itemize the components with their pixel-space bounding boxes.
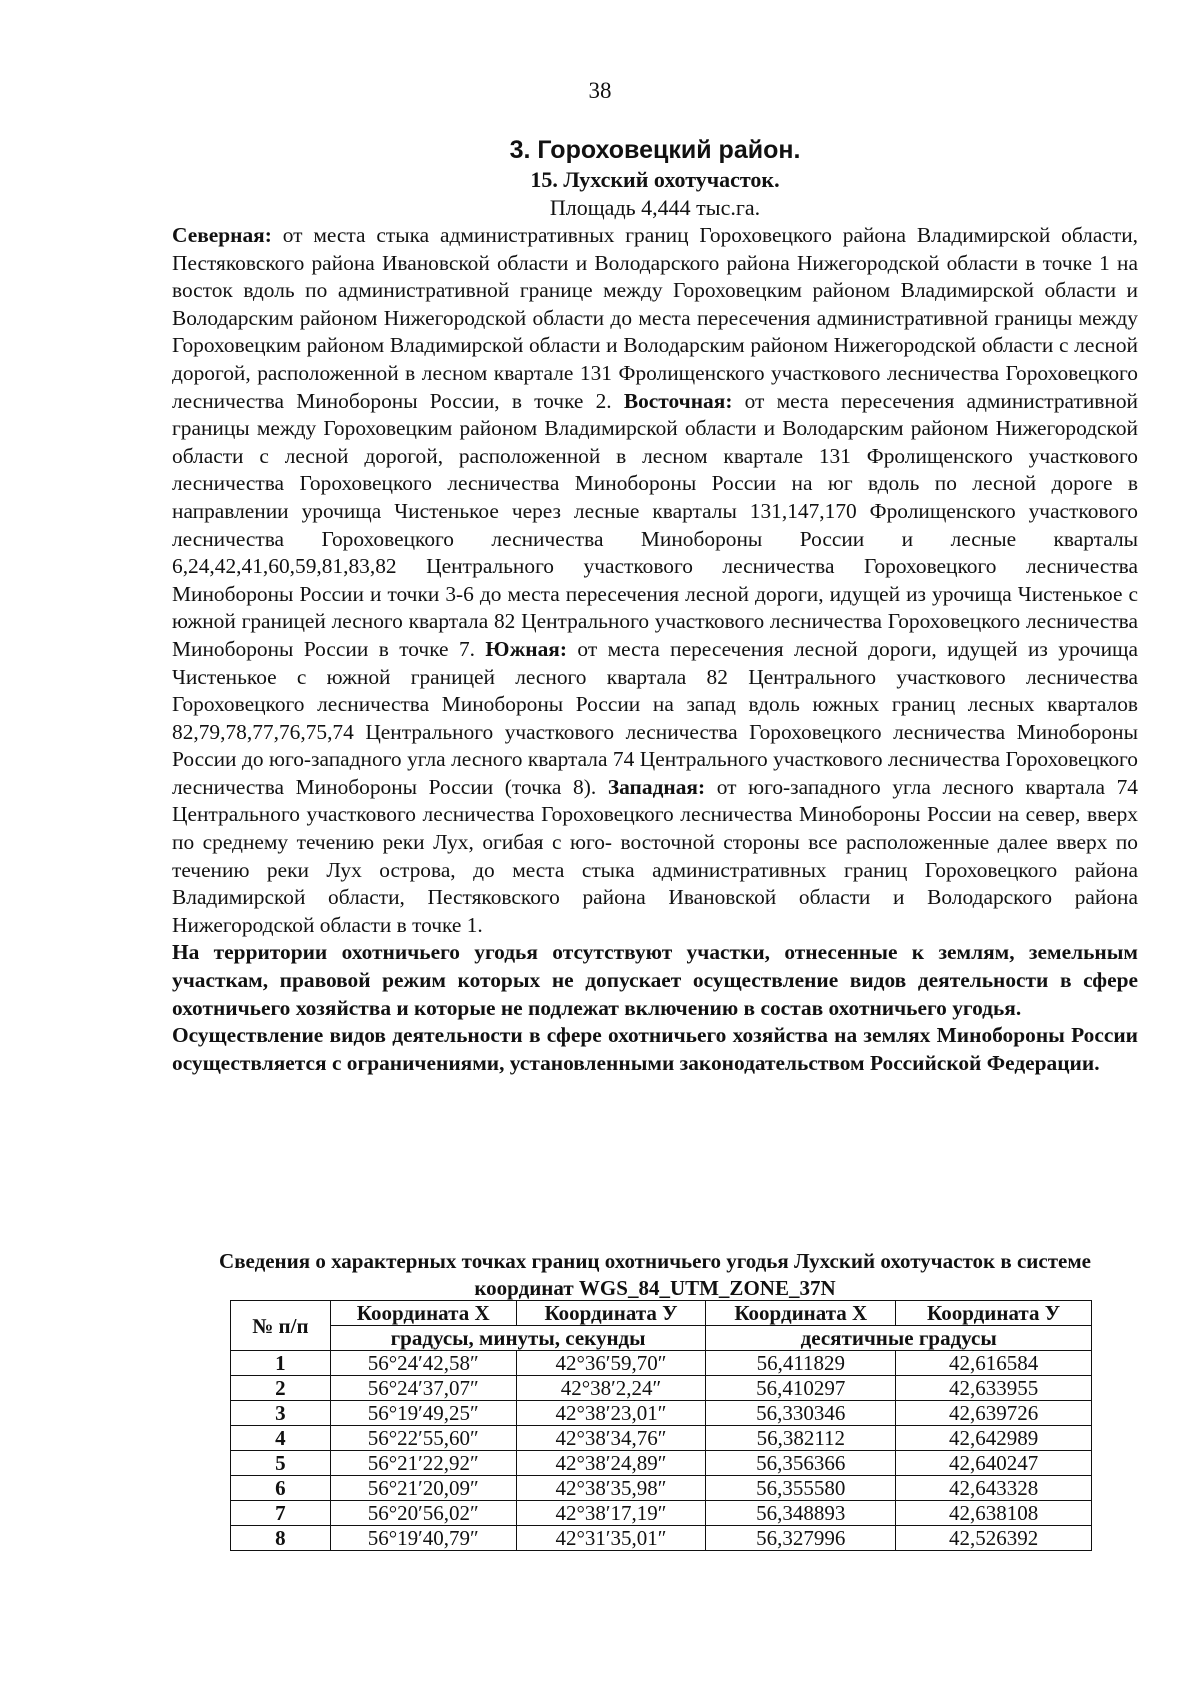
coord-y-decimal: 42,638108 <box>896 1501 1092 1526</box>
coord-x-dms: 56°24′42,58″ <box>330 1351 516 1376</box>
coord-y-dms: 42°38′24,89″ <box>516 1451 706 1476</box>
coord-y-decimal: 42,639726 <box>896 1401 1092 1426</box>
area-size: Площадь 4,444 тыс.га. <box>549 195 761 220</box>
coord-y-decimal: 42,640247 <box>896 1451 1092 1476</box>
south-label: Южная: <box>485 636 567 661</box>
boundaries-paragraph <box>172 222 1138 939</box>
coord-y-dms: 42°36′59,70″ <box>516 1351 706 1376</box>
header-group-decimal: десятичные градусы <box>706 1326 1092 1351</box>
east-label: Восточная: <box>623 388 733 413</box>
coord-y-dms: 42°38′35,98″ <box>516 1476 706 1501</box>
table-title: Сведения о характерных точках границ охотничьего угодья Лухский охотучасток в системе координат WGS_84_UTM_ZONE_37N <box>219 1249 1091 1300</box>
table-row <box>231 1451 1092 1476</box>
document-header <box>172 134 1138 222</box>
point-number: 5 <box>231 1451 331 1476</box>
coord-x-decimal: 56,348893 <box>706 1501 896 1526</box>
point-number: 8 <box>231 1526 331 1551</box>
table-row <box>231 1476 1092 1501</box>
point-number: 6 <box>231 1476 331 1501</box>
coord-x-decimal: 56,327996 <box>706 1526 896 1551</box>
point-number: 7 <box>231 1501 331 1526</box>
coord-x-dms: 56°20′56,02″ <box>330 1501 516 1526</box>
table-row <box>231 1501 1092 1526</box>
point-number: 1 <box>231 1351 331 1376</box>
coord-y-decimal: 42,643328 <box>896 1476 1092 1501</box>
area-title: 15. Лухский охотучасток. <box>530 167 780 192</box>
coord-x-decimal: 56,411829 <box>706 1351 896 1376</box>
table-subheader-row <box>231 1326 1092 1351</box>
coord-x-dms: 56°21′20,09″ <box>330 1476 516 1501</box>
coord-x-dms: 56°19′40,79″ <box>330 1526 516 1551</box>
point-number: 2 <box>231 1376 331 1401</box>
coord-y-dms: 42°38′23,01″ <box>516 1401 706 1426</box>
header-coord-y-dms: Координата У <box>516 1301 706 1326</box>
coord-x-dms: 56°22′55,60″ <box>330 1426 516 1451</box>
coordinates-table <box>230 1300 1092 1551</box>
point-number: 3 <box>231 1401 331 1426</box>
header-number: № п/п <box>231 1301 331 1351</box>
boundary-description <box>172 222 1138 1077</box>
notice-restricted-lands: На территории охотничьего угодья отсутствуют участки, отнесенные к землям, земельным участкам, правовой режим которых не допускает осуществление видов деятельности в сфере охотничьего хозяйства и которые не подлежат включению в состав охотничьего угодья. <box>172 940 1138 1020</box>
coord-y-dms: 42°38′2,24″ <box>516 1376 706 1401</box>
point-number: 4 <box>231 1426 331 1451</box>
coord-y-dms: 42°38′17,19″ <box>516 1501 706 1526</box>
coord-x-decimal: 56,355580 <box>706 1476 896 1501</box>
coord-y-dms: 42°31′35,01″ <box>516 1526 706 1551</box>
west-label: Западная: <box>607 774 706 799</box>
coord-y-decimal: 42,616584 <box>896 1351 1092 1376</box>
coord-x-decimal: 56,356366 <box>706 1451 896 1476</box>
header-coord-x-dms: Координата X <box>330 1301 516 1326</box>
notice-defense-lands: Осуществление видов деятельности в сфере охотничьего хозяйства на землях Минобороны России осуществляется с ограничениями, установленными законодательством Российской Федерации. <box>172 1023 1138 1075</box>
table-row <box>231 1351 1092 1376</box>
coord-x-decimal: 56,410297 <box>706 1376 896 1401</box>
coord-x-dms: 56°21′22,92″ <box>330 1451 516 1476</box>
coord-x-dms: 56°24′37,07″ <box>330 1376 516 1401</box>
table-body <box>231 1351 1092 1551</box>
west-text: от юго-западного угла лесного квартала 74 Центрального участкового лесничества Гороховецкого лесничества Минобороны России на север, вверх по среднему течению реки Лух, огибая с юго- восточной стороны все расположенные далее вверх по течению реки Лух острова, до места стыка административных границ Гороховецкого района Владимирской области, Пестяковского района Ивановской области и Володарского района Нижегородской области в точке 1. <box>172 774 1138 937</box>
table-row <box>231 1526 1092 1551</box>
coord-y-dms: 42°38′34,76″ <box>516 1426 706 1451</box>
header-coord-y-dec: Координата У <box>896 1301 1092 1326</box>
south-text: от места пересечения лесной дороги, идущей из урочища Чистенькое с южной границей лесного квартала 82 Центрального участкового лесничества Гороховецкого лесничества Минобороны России на запад вдоль южных границ лесных кварталов 82,79,78,77,76,75,74 Центрального участкового лесничества Гороховецкого лесничества Минобороны России до юго-западного угла лесного квартала 74 Центрального участкового лесничества Гороховецкого лесничества Минобороны России (точка 8). <box>172 636 1138 799</box>
north-label: Северная: <box>172 223 272 247</box>
header-group-dms: градусы, минуты, секунды <box>330 1326 706 1351</box>
coord-x-dms: 56°19′49,25″ <box>330 1401 516 1426</box>
district-title: 3. Гороховецкий район. <box>509 136 801 164</box>
coord-y-decimal: 42,526392 <box>896 1526 1092 1551</box>
coord-x-decimal: 56,382112 <box>706 1426 896 1451</box>
coord-x-decimal: 56,330346 <box>706 1401 896 1426</box>
page-number: 38 <box>588 78 612 103</box>
table-row <box>231 1426 1092 1451</box>
table-row <box>231 1376 1092 1401</box>
north-text: от места стыка административных границ Гороховецкого района Владимирской области, Пестяковского района Ивановской области и Володарского района Нижегородской области в точке 1 на восток вдоль по административной границе между Гороховецким районом Владимирской области и Володарским районом Нижегородской области до места пересечения административной границы между Гороховецким районом Владимирской области и Володарским районом Нижегородской области с лесной дорогой, расположенной в лесном квартале 131 Фролищенского участкового лесничества Гороховецкого лесничества Минобороны России, в точке 2. <box>172 223 1138 413</box>
table-row <box>231 1401 1092 1426</box>
coord-y-decimal: 42,642989 <box>896 1426 1092 1451</box>
coord-y-decimal: 42,633955 <box>896 1376 1092 1401</box>
table-header-row <box>231 1301 1092 1326</box>
header-coord-x-dec: Координата X <box>706 1301 896 1326</box>
east-text: от места пересечения административной границы между Гороховецким районом Владимирской области и Володарским районом Нижегородской области с лесной дорогой, расположенной в лесном квартале 131 Фролищенского участкового лесничества Гороховецкого лесничества Минобороны России на юг вдоль по лесной дороге в направлении урочища Чистенькое через лесные кварталы 131,147,170 Фролищенского участкового лесничества Гороховецкого лесничества Минобороны России и лесные кварталы 6,24,42,41,60,59,81,83,82 Центрального участкового лесничества Гороховецкого лесничества Минобороны России и точки 3-6 до места пересечения лесной дороги, идущей из урочища Чистенькое с южной границей лесного квартала 82 Центрального участкового лесничества Гороховецкого лесничества Минобороны России в точке 7. <box>172 388 1138 661</box>
